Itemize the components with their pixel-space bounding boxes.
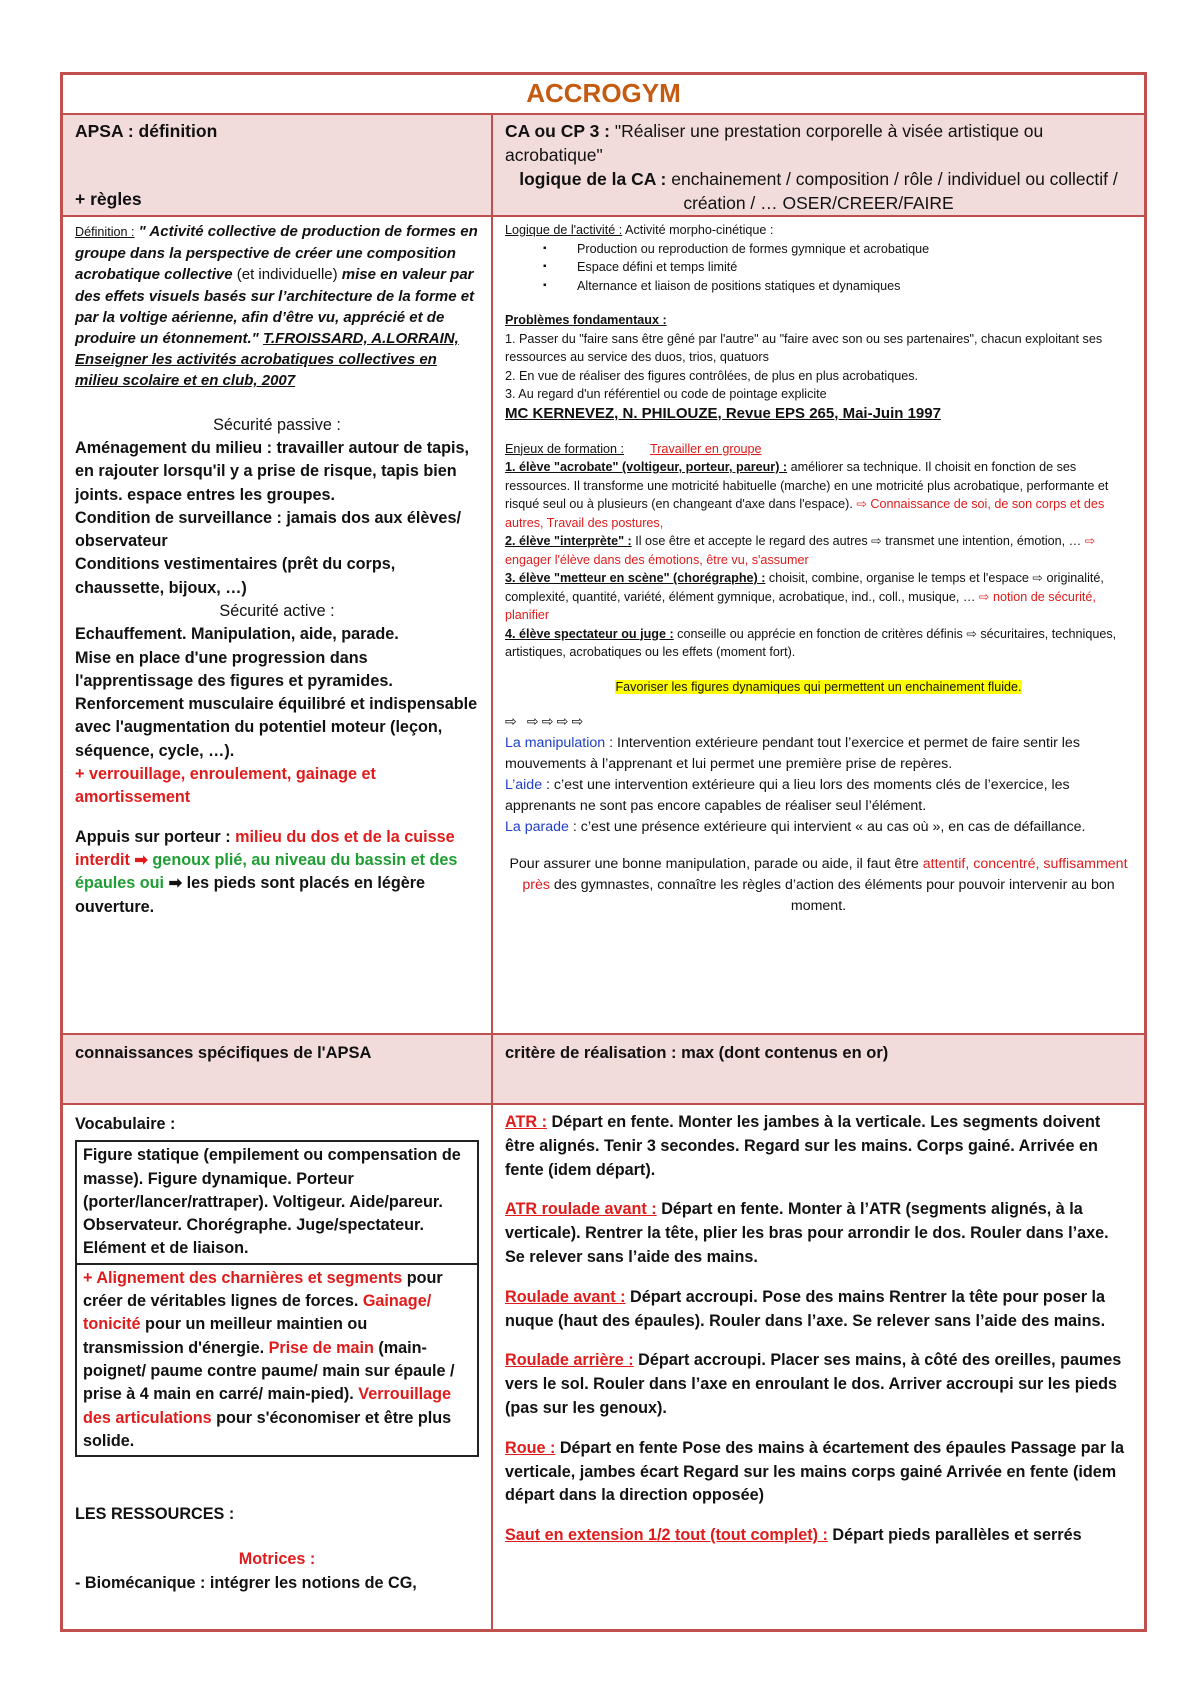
knowledge-header: connaissances spécifiques de l'APSA (63, 1035, 493, 1103)
definition-paragraph: Définition : " Activité collective de production de formes en groupe dans la perspective de créer une composition acrobatique collective (et individuelle) mise en valeur par des effets visuels basés sur l’architecture de la forme et par la voltige aérienne, afin d’être vu, apprécié et de produire un étonnement." T.FROISSARD, A.LORRAIN, Enseigner les activités acrobatiques collectives en milieu scolaire et en club, 2007 (75, 223, 478, 390)
criteria-header: critère de réalisation : max (dont contenus en or) (493, 1035, 1144, 1103)
principles-box: + Alignement des charnières et segments pour créer de véritables lignes de forces. Gainage/ tonicité pour un meilleur maintien ou transmission d'énergie. Prise de main (main-poignet/ paume contre paume/ main sur épaule / prise à 4 main en carré/ main-pied). Verrouillage des articulations pour s'économiser et être plus solide. (75, 1265, 479, 1457)
definition-security-cell: Définition : " Activité collective de production de formes en groupe dans la perspective de créer une composition acrobatique collective (et individuelle) mise en valeur par des effets visuels basés sur l’architecture de la forme et par la voltige aérienne, afin d’être vu, apprécié et de produire un étonnement." T.FROISSARD, A.LORRAIN, Enseigner les activités acrobatiques collectives en milieu scolaire et en club, 2007 Sécurité passive : Aménagement du milieu : travailler autour de tapis, en rajouter lorsqu'il y a prise de risque, tapis bien joints. espace entres les groupes. Condition de surveillance : jamais dos aux élèves/ observateur Conditions vestimentaires (prêt du corps, chaussette, bijoux, …) Sécurité active : Echauffement. Manipulation, aide, parade. Mise en place d'une progression dans l'apprentissage des figures et pyramides. Renforcement musculaire équilibré et indispensable avec l'augmentation du potentiel moteur (leçon, séquence, cycle, …). + verrouillage, enroulement, gainage et amortissement Appuis sur porteur : milieu du dos et de la cuisse interdit ➡ genoux plié, au niveau du bassin et des épaules oui ➡ les pieds sont placés en légère ouverture. (63, 217, 493, 1033)
enjeux-red: Travailler en groupe (650, 441, 762, 456)
arrow-icons: ⇨ ⇨⇨⇨⇨ (505, 714, 587, 730)
header-left (63, 115, 493, 215)
parade-label: La parade (505, 819, 569, 835)
criterion-item: Roue : Départ en fente Pose des mains à écartement des épaules Passage par la verticale, jambes écart Regard sur les mains corps gainé Arrivée en fente (idem départ dans la direction opposée) (505, 1438, 1124, 1505)
vocabulary-cell: Vocabulaire : Figure statique (empilement ou compensation de masse). Figure dynamique. Porteur (porter/lancer/rattraper). Voltigeur. Aide/pareur. Observateur. Chorégraphe. Juge/spectateur. Elément et de liaison. + Alignement des charnières et segments pour créer de véritables lignes de forces. Gainage/ tonicité pour un meilleur maintien ou transmission d'énergie. Prise de main (main-poignet/ paume contre paume/ main sur épaule / prise à 4 main en carré/ main-pied). Verrouillage des articulations pour s'économiser et être plus solide. LES RESSOURCES : Motrices : - Biomécanique : intégrer les notions de CG, (63, 1105, 493, 1632)
list-item: ▪ Production ou reproduction de formes gymnique et acrobatique (577, 240, 1132, 259)
list-item: ▪ Espace défini et temps limité (577, 258, 1132, 277)
logic-ca-label: logique de la CA : (519, 169, 667, 189)
criterion-item: Roulade arrière : Départ accroupi. Placer ses mains, à côté des oreilles, paumes vers le sol. Rouler dans l’axe en enroulant le dos. Arriver accroupi sur les pieds (pas sur les genoux). (505, 1351, 1122, 1417)
vocabulary-label: Vocabulaire : (75, 1115, 176, 1133)
header-right (493, 115, 1144, 215)
logic-label: Logique de l'activité : (505, 223, 623, 237)
criterion-item: ATR : Départ en fente. Monter les jambes à la verticale. Les segments doivent être alignés. Tenir 3 secondes. Regard sur les mains. Corps gainé. Arrivée en fente (idem départ). (505, 1113, 1101, 1179)
ca-label: CA ou CP 3 : (505, 121, 611, 141)
aide-label: L’aide (505, 777, 543, 793)
content-row-2 (63, 1105, 1144, 1632)
highlight-note: Favoriser les figures dynamiques qui permettent un enchainement fluide. (615, 679, 1022, 694)
content-row-1 (63, 217, 1144, 1035)
page-title: ACCROGYM (526, 78, 681, 108)
active-security-title: Sécurité active : (219, 602, 335, 620)
ca-text: "Réaliser une prestation corporelle à visée artistique ou acrobatique" (505, 121, 1044, 165)
logic-cell: Logique de l'activité : Activité morpho-cinétique : ▪ Production ou reproduction de formes gymnique et acrobatique ▪ Espace défini et temps limité ▪ Alternance et liaison de positions statiques et dynamiques Problèmes fondamentaux : 1. Passer du "faire sans être gêné par l'autre" au "faire avec son ou ses partenaires", chacun exploitant ses ressources au service des duos, trios, quatuors 2. En vue de réaliser des figures contrôlées, de plus en plus acrobatiques. 3. Au regard d'un référentiel ou code de pointage explicite MC KERNEVEZ, N. PHILOUZE, Revue EPS 265, Mai-Juin 1997 Enjeux de formation : Travailler en groupe 1. élève "acrobate" (voltigeur, porteur, pareur) : améliorer sa technique. Il choisit en fonction de ses ressources. Il transforme une motricité habituelle (marche) en une motricité plus acrobatique, performante et risqué seul ou à plusieurs (en changeant d'axe dans l'espace). ⇨ Connaissance de soi, de son corps et des autres, Travail des postures, 2. élève "interprète" : Il ose être et accepte le regard des autres ⇨ transmet une intention, émotion, … ⇨ engager l'élève dans des émotions, être vu, s'assumer 3. élève "metteur en scène" (chorégraphe) : choisit, combine, organise le temps et l'espace ⇨ originalité, complexité, quantité, variété, élément gymnique, acrobatique, ind., coll., musique, … ⇨ notion de sécurité, planifier 4. élève spectateur ou juge : conseille ou apprécie en fonction de critères définis ⇨ sécuritaires, techniques, artistiques, acrobatiques ou les effets (moment fort). Favoriser les figures dynamiques qui permettent un enchainement fluide. ⇨ ⇨⇨⇨⇨ La manipulation : Intervention extérieure pendant tout l’exercice et permet de faire sentir les mouvements à l’apprenant et lui permet une première prise de repères. L’aide : c’est une intervention extérieure qui a lieu lors des moments clés de l’exercice, les apprenants ne sont pas encore capables de réaliser seul l’élément. La parade : c’est une présence extérieure qui intervient « au cas où », en cas de défaillance. Pour assurer une bonne manipulation, parade ou aide, il faut être attentif, concentré, suffisamment près des gymnastes, connaître les règles d’action des éléments pour pouvoir intervenir au bon moment. (493, 217, 1144, 1033)
criterion-item: Roulade avant : Départ accroupi. Pose des mains Rentrer la tête pour poser la nuque (haut des épaules). Rouler dans l’axe. Se relever sans l’aide des mains. (505, 1287, 1106, 1330)
enjeux-label: Enjeux de formation : (505, 441, 625, 456)
criterion-item: ATR roulade avant : Départ en fente. Monter à l’ATR (segments alignés, à la verticale). Rentrer la tête, plier les bras pour arrondir le dos. Rouler dans l’axe. Se relever sans l’aide des mains. (505, 1200, 1109, 1266)
arrow-icon: ➡ (168, 874, 183, 893)
problems-label: Problèmes fondamentaux : (505, 313, 667, 327)
definition-label: Définition : (75, 225, 135, 239)
appuis-paragraph: Appuis sur porteur : milieu du dos et de la cuisse interdit ➡ genoux plié, au niveau du bassin et des épaules oui ➡ les pieds sont placés en légère ouverture. (75, 827, 458, 916)
resources-label: LES RESSOURCES : (75, 1505, 235, 1524)
rules-label: + règles (75, 189, 142, 209)
definition-reference: T.FROISSARD, A.LORRAIN, Enseigner les activités acrobatiques collectives en milieu scolaire et en club, 2007 (75, 330, 459, 390)
logic-bullets (505, 240, 1132, 296)
apsa-definition-label: APSA : définition (75, 121, 218, 141)
problems-reference: MC KERNEVEZ, N. PHILOUZE, Revue EPS 265, Mai-Juin 1997 (505, 404, 941, 422)
title-row (63, 75, 1144, 115)
manipulation-label: La manipulation (505, 735, 606, 751)
criteria-cell (493, 1105, 1144, 1632)
header-row (63, 115, 1144, 217)
criterion-item: Saut en extension 1/2 tout (tout complet) : Départ pieds parallèles et serrés (505, 1526, 1082, 1545)
vocabulary-box: Figure statique (empilement ou compensation de masse). Figure dynamique. Porteur (porter/lancer/rattraper). Voltigeur. Aide/pareur. Observateur. Chorégraphe. Juge/spectateur. Elément et de liaison. (75, 1140, 479, 1264)
logic-ca-text: enchainement / composition / rôle / individuel ou collectif / création / … OSER/CREER/FAIRE (666, 169, 1118, 213)
list-item: ▪ Alternance et liaison de positions statiques et dynamiques (577, 277, 1132, 296)
motor-label: Motrices : (238, 1550, 316, 1569)
passive-security-title: Sécurité passive : (213, 415, 341, 434)
document-page (60, 72, 1147, 1632)
section2-header-row (63, 1035, 1144, 1105)
